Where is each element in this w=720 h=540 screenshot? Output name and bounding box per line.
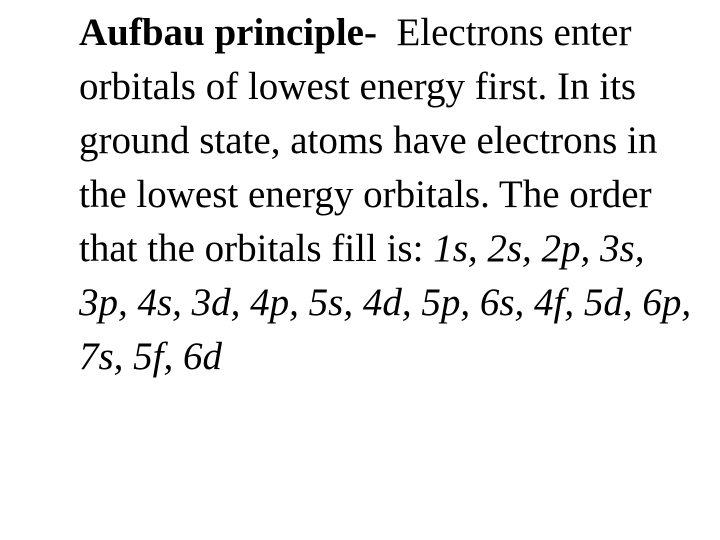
term-heading: Aufbau principle-: [79, 11, 377, 54]
aufbau-paragraph: [79, 6, 699, 384]
definition-text: Electrons enter orbitals of lowest energy first. In its ground state, atoms have electrons in the lowest energy orbitals. The order that the orbitals fill is:: [79, 11, 658, 270]
term-separator: [377, 11, 397, 54]
orbital-fill-order: 1s, 2s, 2p, 3s, 3p, 4s, 3d, 4p, 5s, 4d, 5p, 6s, 4f, 5d, 6p, 7s, 5f, 6d: [79, 227, 692, 378]
